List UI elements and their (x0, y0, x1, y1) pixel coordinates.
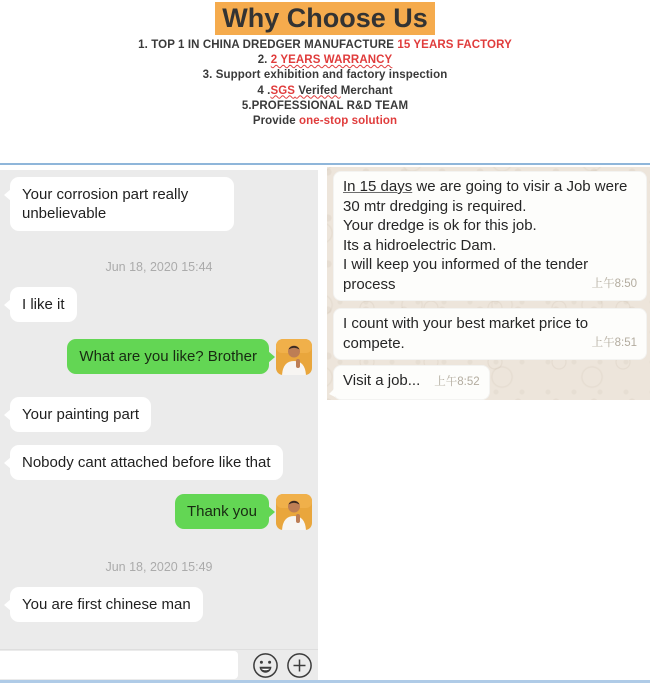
message-time: 上午8:51 (591, 336, 637, 349)
avatar[interactable] (276, 339, 312, 375)
selling-point-5: 5.PROFESSIONAL R&D TEAM (241, 99, 409, 112)
plus-icon (286, 652, 313, 679)
incoming-message-bubble (333, 308, 647, 360)
incoming-message-bubble: Nobody cant attached before like that (10, 445, 283, 480)
selling-point-2: 2. 2 YEARS WARRANCY (257, 54, 393, 67)
bottom-divider-line (0, 680, 650, 683)
message-input[interactable] (0, 651, 238, 679)
input-bar-divider (0, 649, 318, 650)
outgoing-message-bubble: Thank you (175, 494, 269, 529)
why-choose-us-header (0, 0, 650, 129)
selling-points-list (0, 38, 650, 129)
message-row (0, 445, 318, 480)
message-paragraph: I count with your best market price to compete. (343, 315, 589, 352)
add-attachment-button[interactable] (286, 652, 313, 679)
message-time: 上午8:50 (591, 277, 637, 290)
selling-point-1: 1. TOP 1 IN CHINA DREDGER MANUFACTURE 15 YEARS FACTORY (138, 39, 512, 51)
incoming-message-bubble (333, 171, 647, 301)
incoming-message-bubble: Your corrosion part really unbelievable (10, 177, 234, 231)
emoji-button[interactable] (252, 652, 279, 679)
message-row (0, 587, 318, 622)
incoming-message-bubble: I like it (10, 287, 77, 322)
message-paragraph: Your dredge is ok for this job. (343, 217, 537, 234)
right-chat-panel (327, 167, 650, 400)
page-title: Why Choose Us (215, 2, 435, 35)
avatar-man-icon (276, 494, 312, 530)
top-divider-line (0, 163, 650, 165)
incoming-message-bubble: You are first chinese man (10, 587, 203, 622)
chat-timestamp: Jun 18, 2020 15:49 (105, 560, 213, 574)
incoming-message-bubble (333, 365, 490, 400)
message-paragraph: Visit a job... 上午8:52 (343, 372, 480, 389)
message-paragraph: I will keep you informed of the tender process (343, 256, 589, 293)
chat-timestamp: Jun 18, 2020 15:44 (105, 260, 213, 274)
smiley-icon (252, 652, 279, 679)
avatar[interactable] (276, 494, 312, 530)
chat-input-bar (0, 649, 318, 680)
message-paragraph: Its a hidroelectric Dam. (343, 236, 497, 254)
message-row (0, 177, 318, 231)
selling-point-4: 4 .SGS Verifed Merchant (257, 84, 393, 97)
selling-point-3: 3. Support exhibition and factory inspection (202, 69, 448, 82)
incoming-message-bubble: Your painting part (10, 397, 151, 432)
message-paragraph: In 15 days we are going to visir a Job were 30 mtr dredging is required. (343, 178, 628, 215)
avatar-man-icon (276, 339, 312, 375)
message-row (0, 397, 318, 432)
message-time: 上午8:52 (434, 376, 480, 388)
message-row (0, 494, 318, 530)
message-row (0, 287, 318, 322)
left-chat-panel (0, 170, 318, 680)
message-row (0, 339, 318, 375)
selling-point-6: Provide one-stop solution (252, 115, 398, 128)
outgoing-message-bubble: What are you like? Brother (67, 339, 269, 374)
